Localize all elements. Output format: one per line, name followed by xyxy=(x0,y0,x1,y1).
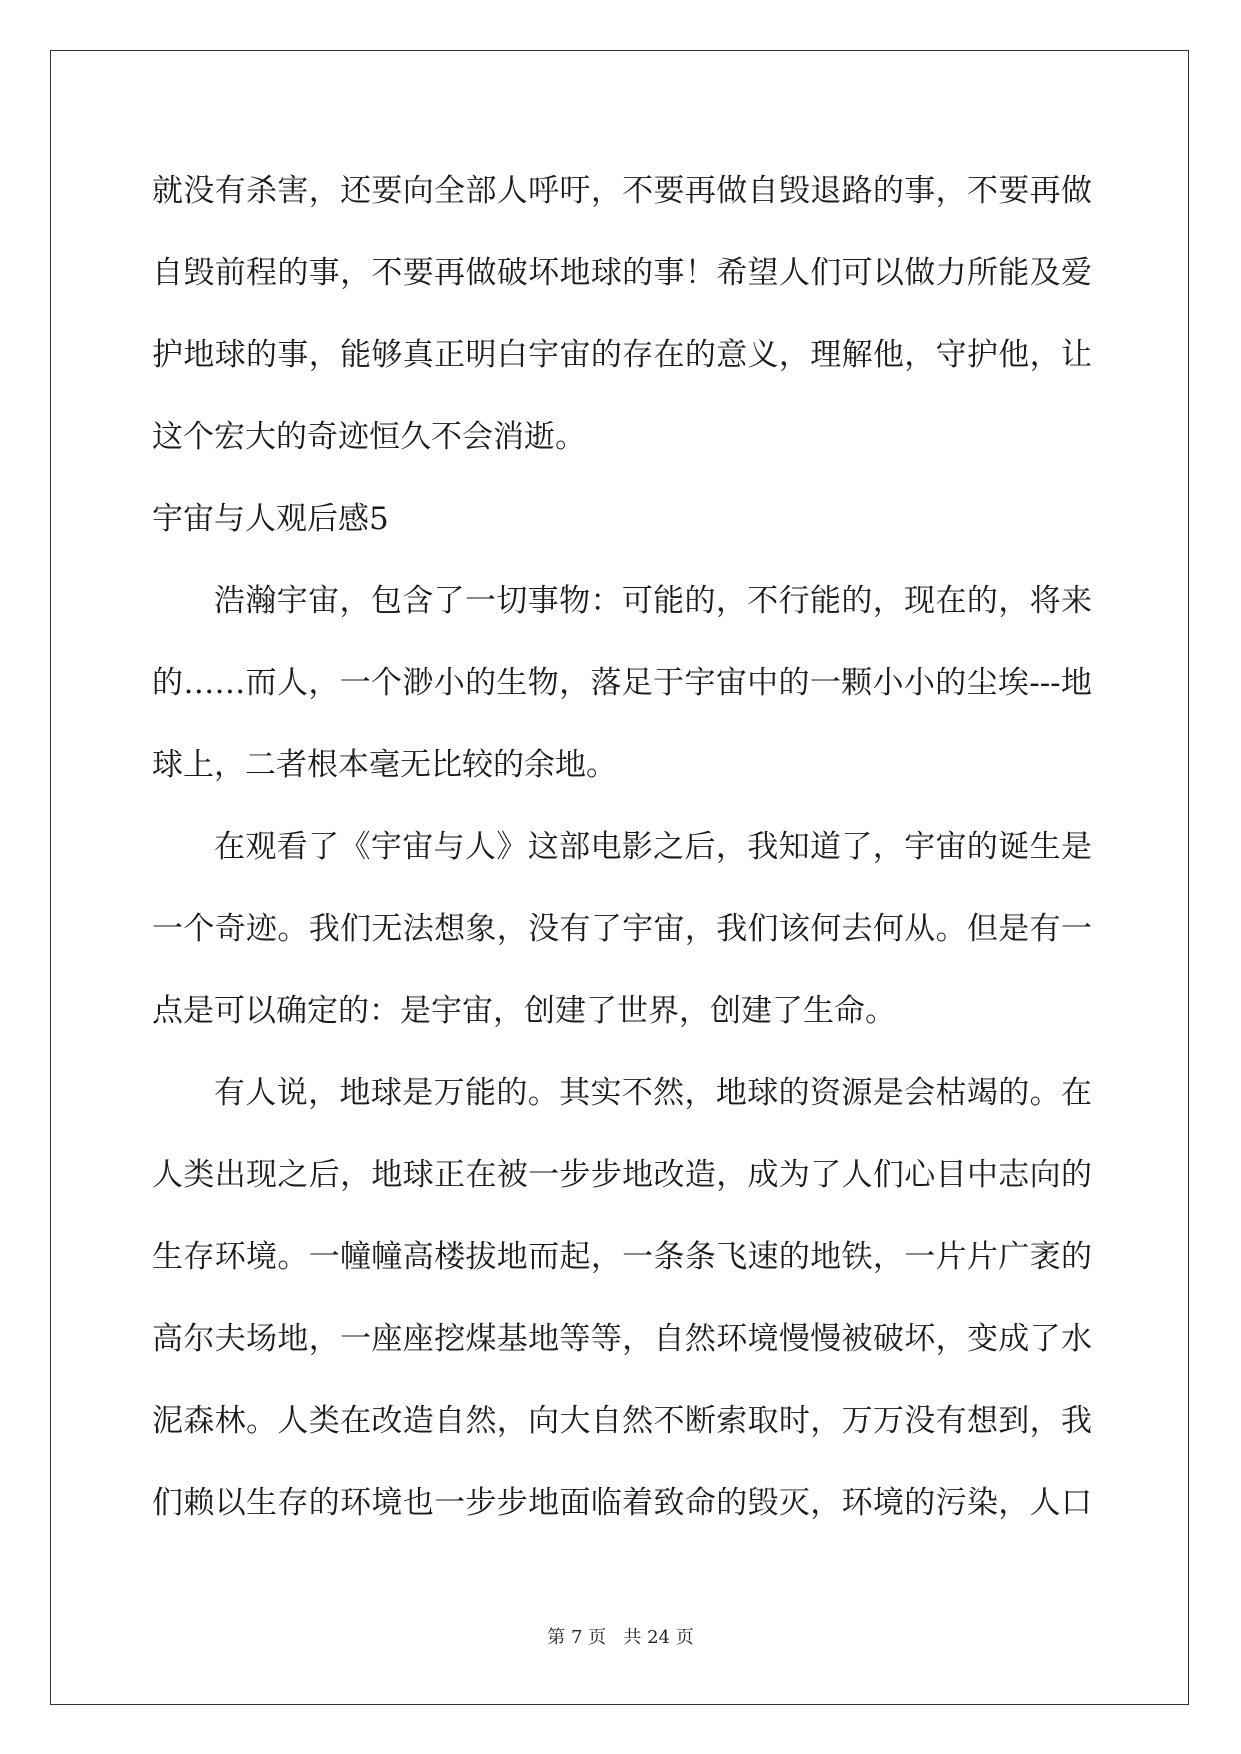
body-line: 就没有杀害，还要向全部人呼吁，不要再做自毁退路的事，不要再做 xyxy=(152,173,1092,209)
paragraph-line: 们赖以生存的环境也一步步地面临着致命的毁灭，环境的污染，人口 xyxy=(152,1485,1092,1521)
paragraph-line: 球上，二者根本毫无比较的余地。 xyxy=(152,747,617,783)
paragraph-line: 点是可以确定的：是宇宙，创建了世界，创建了生命。 xyxy=(152,993,896,1029)
body-line: 自毁前程的事，不要再做破坏地球的事！希望人们可以做力所能及爱 xyxy=(152,255,1092,291)
paragraph-line: 有人说，地球是万能的。其实不然，地球的资源是会枯竭的。在 xyxy=(214,1075,1092,1111)
page-number-footer: 第 7 页 共 24 页 xyxy=(547,1627,694,1648)
paragraph-line: 泥森林。人类在改造自然，向大自然不断索取时，万万没有想到，我 xyxy=(152,1403,1092,1439)
paragraph-line: 生存环境。一幢幢高楼拔地而起，一条条飞速的地铁，一片片广袤的 xyxy=(152,1239,1092,1275)
section-heading: 宇宙与人观后感5 xyxy=(152,501,389,537)
paragraph-line: 的……而人，一个渺小的生物，落足于宇宙中的一颗小小的尘埃---地 xyxy=(152,665,1092,701)
paragraph-line: 一个奇迹。我们无法想象，没有了宇宙，我们该何去何从。但是有一 xyxy=(152,911,1092,947)
paragraph-line: 在观看了《宇宙与人》这部电影之后，我知道了，宇宙的诞生是 xyxy=(214,829,1092,865)
paragraph-line: 浩瀚宇宙，包含了一切事物：可能的，不行能的，现在的，将来 xyxy=(214,583,1092,619)
body-line: 这个宏大的奇迹恒久不会消逝。 xyxy=(152,419,586,455)
paragraph-line: 高尔夫场地，一座座挖煤基地等等，自然环境慢慢被破坏，变成了水 xyxy=(152,1321,1092,1357)
document-body xyxy=(152,160,1092,1554)
body-line: 护地球的事，能够真正明白宇宙的存在的意义，理解他，守护他，让 xyxy=(152,337,1092,373)
paragraph-line: 人类出现之后，地球正在被一步步地改造，成为了人们心目中志向的 xyxy=(152,1157,1092,1193)
